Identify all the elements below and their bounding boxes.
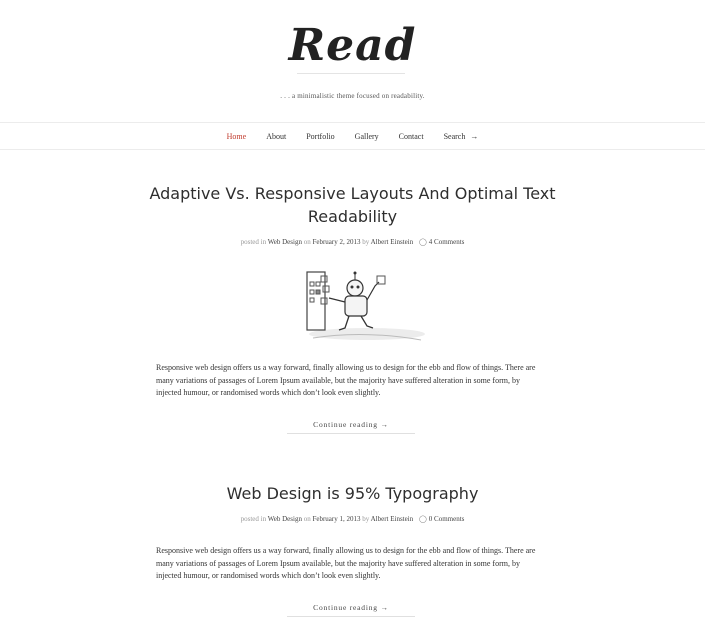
nav-item-contact[interactable]: Contact (398, 131, 424, 141)
nav-item-search[interactable] (444, 132, 479, 141)
robot-illustration (303, 268, 427, 346)
post-title[interactable]: Adaptive Vs. Responsive Layouts And Optimal Text Readability (149, 184, 556, 226)
meta-comments-link[interactable]: 4 Comments (428, 238, 465, 246)
meta-comments-link[interactable]: 0 Comments (428, 515, 465, 523)
comment-icon: ◯ (418, 515, 427, 523)
meta-on: on (303, 515, 311, 523)
nav-item-gallery[interactable]: Gallery (354, 131, 379, 141)
meta-category-link[interactable]: Web Design (267, 238, 302, 246)
continue-reading-link[interactable]: Continue reading → (287, 420, 415, 434)
site-logo[interactable]: Read (288, 20, 417, 71)
site-tagline: . . . a minimalistic theme focused on readability. (280, 92, 425, 100)
meta-date-link[interactable]: February 1, 2013 (312, 515, 361, 523)
meta-date-link[interactable]: February 2, 2013 (312, 238, 361, 246)
meta-by: by (362, 515, 370, 523)
nav-item-about[interactable]: About (266, 131, 287, 141)
post-title[interactable]: Web Design is 95% Typography (226, 484, 479, 503)
nav-item-home[interactable]: Home (226, 131, 247, 141)
post-excerpt: Responsive web design offers us a way forward, finally allowing us to design for the ebb and flow of things. There are many variations of passages of Lorem Ipsum available, but the majority have suffered alteration in some form, by injected humour, or randomised words which don’t look even slightly. (156, 363, 536, 397)
meta-posted-in: posted in (240, 238, 267, 246)
post-meta (0, 515, 705, 523)
meta-author-link[interactable]: Albert Einstein (370, 238, 414, 246)
comment-icon: ◯ (418, 238, 427, 246)
continue-reading-link[interactable]: Continue reading → (287, 603, 415, 617)
meta-posted-in: posted in (240, 515, 267, 523)
meta-on: on (303, 238, 311, 246)
post-2 (0, 482, 705, 523)
meta-category-link[interactable]: Web Design (267, 515, 302, 523)
nav-search-label: Search (443, 131, 466, 141)
arrow-right-icon: → (470, 131, 479, 141)
logo-divider (297, 73, 405, 74)
meta-author-link[interactable]: Albert Einstein (370, 515, 414, 523)
post-meta (0, 238, 705, 246)
nav-item-portfolio[interactable]: Portfolio (306, 131, 335, 141)
post-excerpt: Responsive web design offers us a way forward, finally allowing us to design for the ebb and flow of things. There are many variations of passages of Lorem Ipsum available, but the majority have suffered alteration in some form, by injected humour, or randomised words which don’t look even slightly. (156, 546, 536, 580)
site-header (0, 0, 705, 122)
main-nav (0, 122, 705, 150)
post-1 (0, 182, 705, 246)
meta-by: by (362, 238, 370, 246)
